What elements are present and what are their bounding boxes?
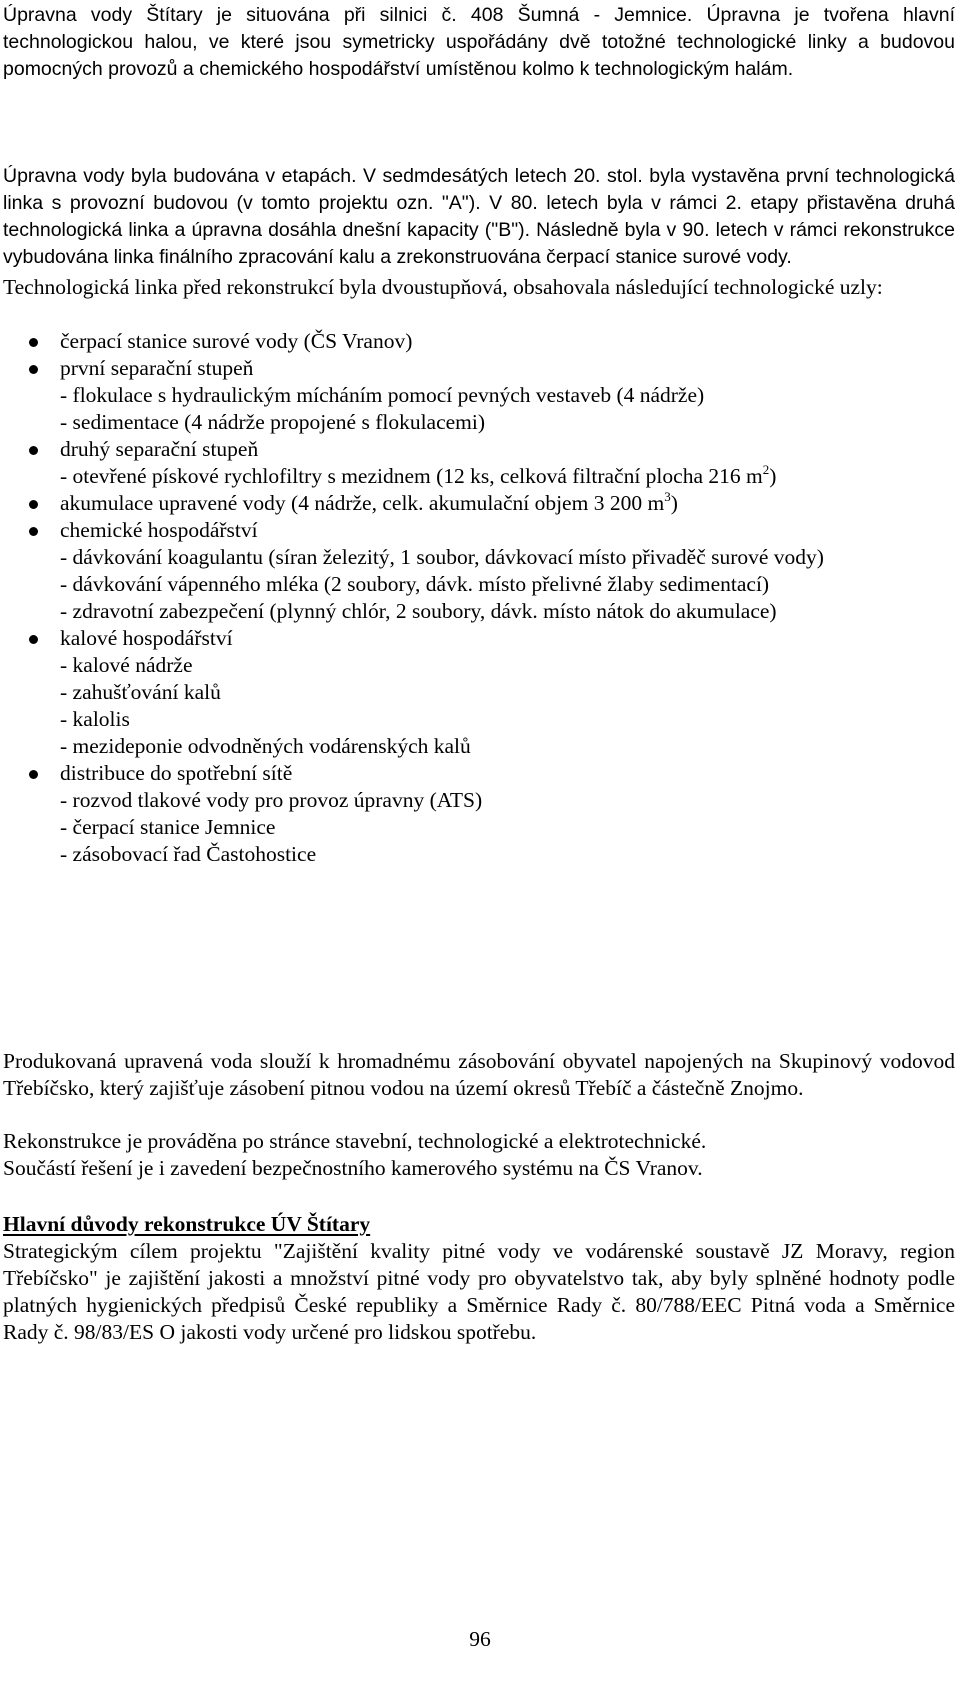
list-item-label: akumulace upravené vody (4 nádrže, celk. akumulační objem 3 200 $m^3$) [60,488,678,515]
list-item [3,355,955,436]
list-subitem: - zásobovací řad Častohostice [60,842,317,866]
paragraph-camera-system: Součástí řešení je i zavedení bezpečnostního kamerového systému na ČS Vranov. [3,1156,703,1180]
list-item [3,625,955,760]
paragraph-technology-intro: Technologická linka před rekonstrukcí byla dvoustupňová, obsahovala následující technologické uzly: [3,275,883,299]
list-item-label: druhý separační stupeň [60,437,259,461]
list-subitem: - otevřené pískové rychlofiltry s mezidnem (12 ks, celková filtrační plocha 216 $m^2$) [60,461,777,488]
list-item-label: čerpací stanice surové vody (ČS Vranov) [60,329,413,353]
list-subitem: - mezideponie odvodněných vodárenských kalů [60,734,471,758]
bullet-icon [29,338,38,347]
list-subitem: - čerpací stanice Jemnice [60,815,276,839]
list-subitem: - sedimentace (4 nádrže propojené s flokulacemi) [60,410,486,434]
list-item [3,328,955,355]
bullet-icon [29,527,38,536]
bullet-icon [29,770,38,779]
list-item [3,517,955,625]
list-item-label: kalové hospodářství [60,626,233,650]
list-item-label: chemické hospodářství [60,518,258,542]
list-item-label: distribuce do spotřební sítě [60,761,293,785]
page-number: 96 [469,1627,491,1651]
paragraph-intro: Úpravna vody Štítary je situována při silnici č. 408 Šumná - Jemnice. Úpravna je tvořena hlavní technologickou halou, ve které jsou symetricky uspořádány dvě totožné technologické linky a budovou pomocných provozů a chemického hospodářství umístěnou kolmo k technologickým halám. [3,4,955,80]
list-subitem: - dávkování koagulantu (síran železitý, 1 soubor, dávkovací místo přivaděč surové vody) [60,545,824,569]
paragraph-strategic-goal: Strategickým cílem projektu "Zajištění kvality pitné vody ve vodárenské soustavě JZ Moravy, region Třebíčsko" je zajištění jakosti a množství pitné vody pro obyvatelstvo tak, aby byly splněné hodnoty podle platných hygienických předpisů České republiky a Směrnice Rady č. 80/788/EEC Pitná voda a Směrnice Rady č. 98/83/ES O jakosti vody určené pro lidskou spotřebu. [3,1239,955,1344]
list-subitem: - flokulace s hydraulickým mícháním pomocí pevných vestaveb (4 nádrže) [60,383,705,407]
list-subitem: - kalolis [60,707,130,731]
list-subitem: - zahušťování kalů [60,680,221,704]
bullet-icon [29,500,38,509]
paragraph-reconstruction-scope: Rekonstrukce je prováděna po stránce stavební, technologické a elektrotechnické. [3,1129,707,1153]
paragraph-production: Produkovaná upravená voda slouží k hromadnému zásobování obyvatel napojených na Skupinový vodovod Třebíčsko, který zajišťuje zásobení pitnou vodou na území okresů Třebíč a částečně Znojmo. [3,1049,955,1100]
technology-nodes-list [3,328,955,868]
list-item [3,436,955,490]
bullet-icon [29,635,38,644]
bullet-icon [29,446,38,455]
section-heading: Hlavní důvody rekonstrukce ÚV Štítary [3,1212,371,1236]
bullet-icon [29,365,38,374]
paragraph-history: Úpravna vody byla budována v etapách. V sedmdesátých letech 20. stol. byla vystavěna první technologická linka s provozní budovou (v tomto projektu ozn. "A"). V 80. letech byla v rámci 2. etapy přistavěna druhá technologická linka a úpravna dosáhla dnešní kapacity ("B"). Následně byla v 90. letech v rámci rekonstrukce vybudována linka finálního zpracování kalu a zrekonstruována čerpací stanice surové vody. [3,165,955,268]
list-subitem: - dávkování vápenného mléka (2 soubory, dávk. místo přelivné žlaby sedimentací) [60,572,770,596]
list-item-label: první separační stupeň [60,356,254,380]
list-subitem: - zdravotní zabezpečení (plynný chlór, 2 soubory, dávk. místo nátok do akumulace) [60,599,777,623]
list-item [3,760,955,868]
list-subitem: - rozvod tlakové vody pro provoz úpravny (ATS) [60,788,483,812]
list-item [3,490,955,517]
list-subitem: - kalové nádrže [60,653,193,677]
